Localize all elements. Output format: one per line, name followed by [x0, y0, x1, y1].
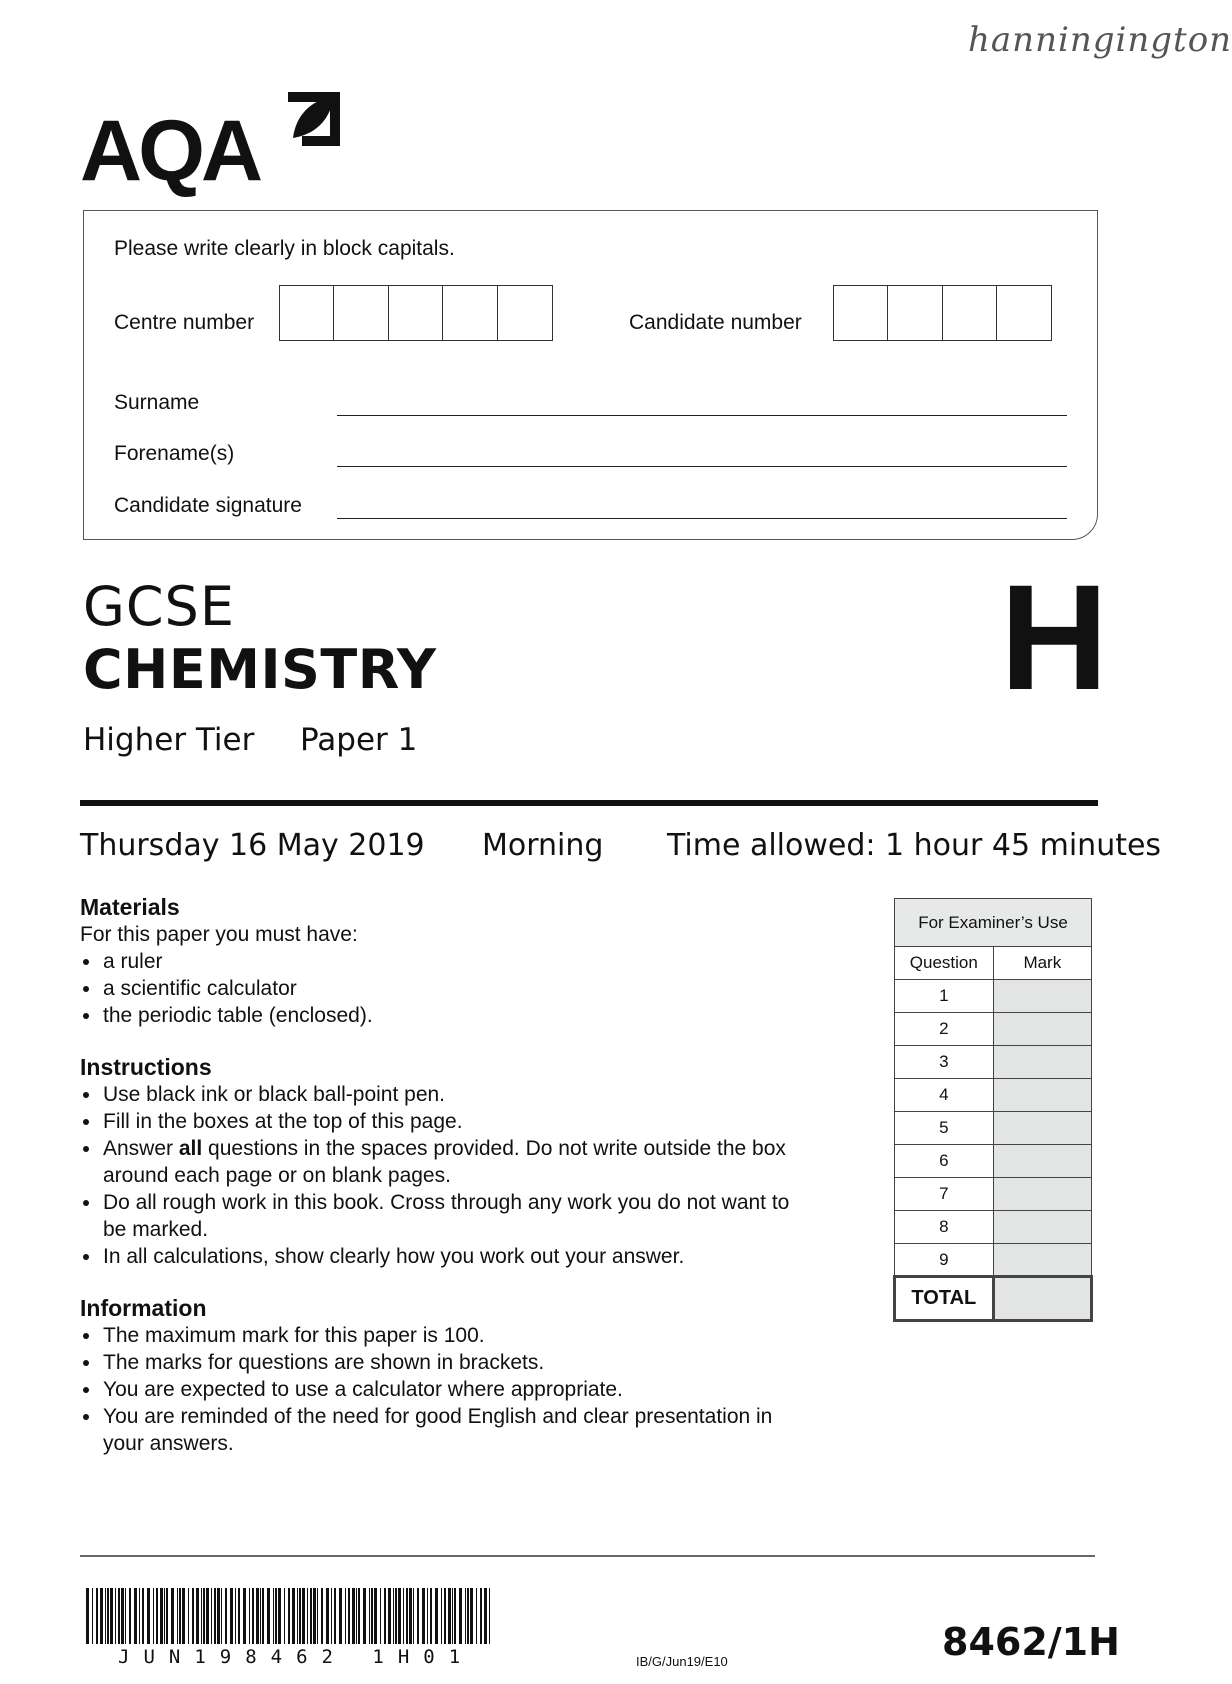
subject-title: CHEMISTRY [83, 638, 437, 701]
centre-digit-box[interactable] [497, 285, 553, 341]
information-section [80, 1295, 810, 1457]
instructions-heading: Instructions [80, 1054, 212, 1080]
barcode-bar [422, 1588, 425, 1644]
information-item: You are expected to use a calculator where appropriate. [80, 1376, 810, 1403]
candidate-details-box [83, 210, 1098, 540]
question-number: 7 [895, 1178, 994, 1211]
barcode-bar [118, 1588, 120, 1644]
question-number: 3 [895, 1046, 994, 1079]
barcode-bar [96, 1588, 98, 1644]
barcode-bar [441, 1588, 442, 1644]
exam-date: Thursday 16 May 2019 [80, 828, 425, 863]
barcode-bar [153, 1588, 154, 1644]
barcode-bar [92, 1588, 93, 1644]
mark-cell [993, 980, 1091, 1013]
materials-heading: Materials [80, 894, 180, 920]
barcode-bar [206, 1588, 209, 1644]
barcode-bar [142, 1588, 144, 1644]
materials-section [80, 894, 800, 1029]
barcode-bar [398, 1588, 401, 1644]
barcode-bar [334, 1588, 336, 1644]
mark-column-header: Mark [993, 947, 1091, 980]
instructions-item: Use black ink or black ball-point pen. [80, 1081, 810, 1108]
mark-cell [993, 1211, 1091, 1244]
barcode-bar [211, 1588, 212, 1644]
information-item: The maximum mark for this paper is 100. [80, 1322, 810, 1349]
instructions-item: Answer all questions in the spaces provided. Do not write outside the box around each page or on blank pages. [80, 1135, 810, 1189]
materials-item: a ruler [80, 948, 800, 975]
forename-field[interactable] [337, 466, 1067, 467]
candidate-digit-box[interactable] [996, 285, 1052, 341]
signature-label: Candidate signature [114, 494, 302, 517]
mark-cell [993, 1244, 1091, 1277]
reference-code: IB/G/Jun19/E10 [636, 1654, 728, 1669]
barcode-bar [107, 1588, 109, 1644]
svg-text:AQA: AQA [80, 103, 260, 199]
barcode-bar [430, 1588, 432, 1644]
barcode-bar [476, 1588, 477, 1644]
mark-cell [993, 1178, 1091, 1211]
barcode-bar [480, 1588, 482, 1644]
barcode-bar [166, 1588, 168, 1644]
barcode-bar [134, 1588, 137, 1644]
barcode-bar [384, 1588, 386, 1644]
instructions-item: Do all rough work in this book. Cross through any work you do not want to be marked. [80, 1189, 810, 1243]
surname-field[interactable] [337, 415, 1067, 416]
candidate-digit-box[interactable] [833, 285, 889, 341]
barcode-bar [100, 1588, 103, 1644]
barcode-bar [363, 1588, 366, 1644]
information-item: You are reminded of the need for good English and clear presentation in your answers. [80, 1403, 810, 1457]
barcode-bar [160, 1588, 163, 1644]
barcode-bar [326, 1588, 329, 1644]
barcode-bar [196, 1588, 199, 1644]
question-column-header: Question [895, 947, 994, 980]
barcode-bar [273, 1588, 274, 1644]
barcode-bar [444, 1588, 446, 1644]
barcode-bar [256, 1588, 259, 1644]
question-number: 5 [895, 1112, 994, 1145]
barcode-bar [147, 1588, 150, 1644]
centre-number-label: Centre number [114, 311, 255, 334]
barcode-bar [230, 1588, 233, 1644]
barcode-bar [352, 1588, 355, 1644]
barcode-bar [275, 1588, 277, 1644]
exam-session: Morning [482, 828, 604, 863]
barcode-bar [267, 1588, 270, 1644]
barcode-bar [317, 1588, 318, 1644]
signature-field[interactable] [337, 518, 1067, 519]
title-divider [80, 800, 1098, 806]
instructions-item: Fill in the boxes at the top of this page. [80, 1108, 810, 1135]
forename-label: Forename(s) [114, 442, 235, 465]
barcode-bar [302, 1588, 305, 1644]
centre-digit-box[interactable] [333, 285, 389, 341]
barcode [86, 1588, 496, 1644]
question-number: 8 [895, 1211, 994, 1244]
question-number: 6 [895, 1145, 994, 1178]
materials-intro: For this paper you must have: [80, 923, 358, 946]
paper-label: Paper 1 [300, 722, 418, 758]
barcode-bar [339, 1588, 342, 1644]
barcode-bar [171, 1588, 174, 1644]
barcode-bar [448, 1588, 451, 1644]
barcode-bar [321, 1588, 323, 1644]
barcode-bar [470, 1588, 473, 1644]
barcode-bar [313, 1588, 316, 1644]
barcode-bar [284, 1588, 285, 1644]
barcode-bar [358, 1588, 360, 1644]
barcode-bar [121, 1588, 124, 1644]
question-number: 4 [895, 1079, 994, 1112]
candidate-digit-box[interactable] [942, 285, 998, 341]
barcode-bar [413, 1588, 414, 1644]
aqa-logo [80, 90, 350, 199]
barcode-bar [452, 1588, 453, 1644]
block-capitals-instruction: Please write clearly in block capitals. [114, 237, 455, 260]
barcode-bar [164, 1588, 165, 1644]
barcode-bar [238, 1588, 240, 1644]
mark-cell [993, 1112, 1091, 1145]
examiner-use-table [893, 898, 1093, 1322]
barcode-bar [177, 1588, 178, 1644]
centre-digit-box[interactable] [388, 285, 444, 341]
barcode-bar [201, 1588, 202, 1644]
barcode-bar [243, 1588, 246, 1644]
barcode-bar [395, 1588, 397, 1644]
barcode-bar [156, 1588, 158, 1644]
barcode-bar [292, 1588, 295, 1644]
barcode-bar [217, 1588, 220, 1644]
mark-cell [993, 1079, 1091, 1112]
question-number: 9 [895, 1244, 994, 1277]
footer-divider [80, 1555, 1095, 1557]
barcode-bar [409, 1588, 412, 1644]
materials-item: the periodic table (enclosed). [80, 1002, 800, 1029]
barcode-bar [403, 1588, 404, 1644]
barcode-bar [356, 1588, 357, 1644]
barcode-bar [417, 1588, 419, 1644]
total-label: TOTAL [895, 1277, 994, 1321]
mark-cell [993, 1013, 1091, 1046]
barcode-bar [299, 1588, 301, 1644]
barcode-bar [371, 1588, 373, 1644]
barcode-bar [192, 1588, 194, 1644]
qualification-title: GCSE [83, 575, 235, 638]
instructions-section [80, 1054, 810, 1270]
time-allowed: Time allowed: 1 hour 45 minutes [667, 828, 1162, 863]
barcode-bar [221, 1588, 222, 1644]
mark-cell [993, 1145, 1091, 1178]
instructions-item: In all calculations, show clearly how you work out your answer. [80, 1243, 810, 1270]
centre-number-field[interactable] [280, 285, 553, 341]
barcode-bar [454, 1588, 456, 1644]
barcode-bar [262, 1588, 264, 1644]
question-number: 2 [895, 1013, 994, 1046]
barcode-bar [348, 1588, 350, 1644]
barcode-bar [465, 1588, 466, 1644]
barcode-bar [369, 1588, 370, 1644]
barcode-bar [345, 1588, 346, 1644]
barcode-bar [214, 1588, 216, 1644]
watermark-signature: hanningington [968, 20, 1232, 60]
tier-letter: H [1000, 553, 1109, 721]
paper-code: 8462/1H [942, 1620, 1120, 1664]
candidate-digit-box[interactable] [887, 285, 943, 341]
barcode-bar [393, 1588, 394, 1644]
centre-digit-box[interactable] [279, 285, 335, 341]
barcode-bar [129, 1588, 131, 1644]
barcode-bar [86, 1588, 89, 1644]
barcode-bar [115, 1588, 116, 1644]
barcode-bar [252, 1588, 254, 1644]
total-mark-cell [993, 1277, 1091, 1321]
barcode-bar [427, 1588, 428, 1644]
barcode-bar [249, 1588, 250, 1644]
barcode-bar [406, 1588, 408, 1644]
centre-digit-box[interactable] [442, 285, 498, 341]
barcode-bar [310, 1588, 312, 1644]
barcode-bar [467, 1588, 469, 1644]
barcode-bar [203, 1588, 205, 1644]
surname-label: Surname [114, 391, 200, 414]
mark-cell [993, 1046, 1091, 1079]
barcode-bar [380, 1588, 381, 1644]
candidate-number-label: Candidate number [629, 311, 802, 334]
information-heading: Information [80, 1295, 207, 1321]
barcode-bar [225, 1588, 227, 1644]
barcode-bar [105, 1588, 106, 1644]
information-item: The marks for questions are shown in brackets. [80, 1349, 810, 1376]
barcode-bar [235, 1588, 236, 1644]
barcode-bar [388, 1588, 391, 1644]
barcode-bar [188, 1588, 189, 1644]
barcode-bar [125, 1588, 126, 1644]
barcode-bar [278, 1588, 281, 1644]
candidate-number-field[interactable] [834, 285, 1052, 341]
tier-label: Higher Tier [83, 722, 255, 758]
barcode-bar [331, 1588, 332, 1644]
barcode-bar [307, 1588, 308, 1644]
barcode-text: JUN198462 1H01 [118, 1646, 475, 1668]
question-number: 1 [895, 980, 994, 1013]
barcode-bar [484, 1588, 487, 1644]
barcode-bar [374, 1588, 377, 1644]
barcode-bar [459, 1588, 462, 1644]
materials-item: a scientific calculator [80, 975, 800, 1002]
barcode-bar [489, 1588, 490, 1644]
barcode-bar [288, 1588, 290, 1644]
barcode-bar [435, 1588, 438, 1644]
barcode-bar [297, 1588, 298, 1644]
barcode-bar [182, 1588, 185, 1644]
barcode-bar [139, 1588, 140, 1644]
barcode-bar [110, 1588, 113, 1644]
examiner-table-title: For Examiner’s Use [895, 899, 1092, 947]
barcode-bar [179, 1588, 181, 1644]
barcode-bar [260, 1588, 261, 1644]
